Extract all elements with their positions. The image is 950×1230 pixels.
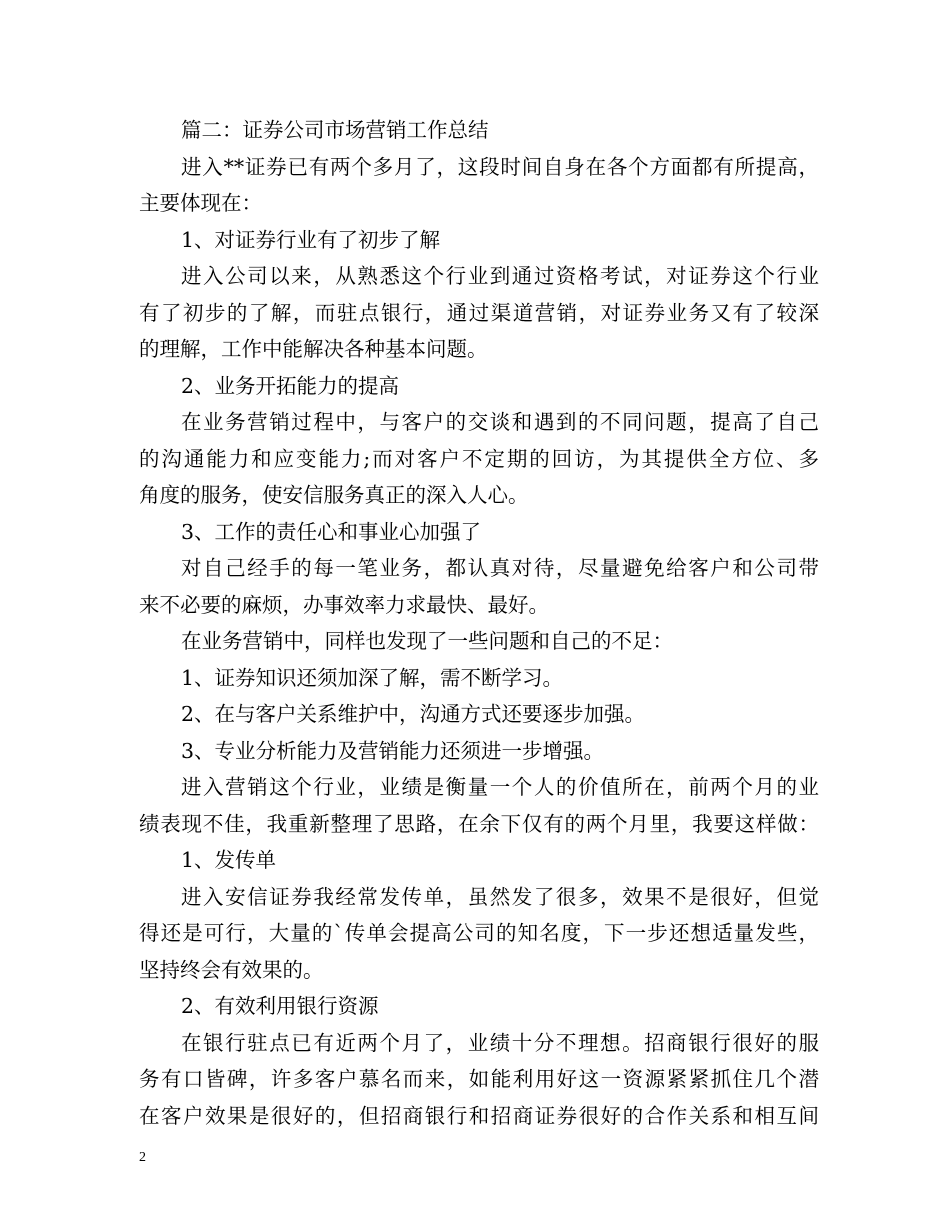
page-number: 2: [139, 1150, 146, 1165]
text-line: 在业务营销过程中，与客户的交谈和遇到的不同问题，提高了自己: [181, 410, 819, 434]
text-line: 进入公司以来，从熟悉这个行业到通过资格考试，对证券这个行业: [181, 264, 819, 288]
text-line: 在银行驻点已有近两个月了，业绩十分不理想。招商银行很好的服: [181, 1030, 819, 1055]
subheading: 2、业务开拓能力的提高: [181, 373, 400, 398]
text-line: 在客户效果是很好的，但招商银行和招商证券很好的合作关系和相互间: [139, 1103, 819, 1128]
text-line: 角度的服务，使安信服务真正的深入人心。: [139, 483, 529, 507]
list-item: 2、在与客户关系维护中，沟通方式还要逐步加强。: [181, 702, 646, 726]
text-line: 的理解，工作中能解决各种基本问题。: [139, 337, 488, 361]
subheading: 2、有效利用银行资源: [181, 994, 379, 1018]
text-line: 进入安信证券我经常发传单，虽然发了很多，效果不是很好，但觉: [181, 884, 819, 909]
text-line: 对自己经手的每一笔业务，都认真对待，尽量避免给客户和公司带: [181, 556, 819, 580]
text-line: 来不必要的麻烦，办事效率力求最快、最好。: [139, 592, 549, 617]
subheading: 1、发传单: [181, 848, 277, 872]
list-item: 3、专业分析能力及营销能力还须进一步增强。: [181, 738, 605, 763]
text-line: 得还是可行，大量的`传单会提高公司的知名度，下一步还想适量发些，: [139, 921, 819, 945]
text-line: 务有口皆碑，许多客户慕名而来，如能利用好这一资源紧紧抓住几个潜: [139, 1067, 819, 1091]
text-line: 坚持终会有效果的。: [139, 957, 324, 982]
text-line: 主要体现在：: [139, 191, 262, 215]
subheading: 3、工作的责任心和事业心加强了: [181, 519, 482, 544]
section-title: 篇二：证券公司市场营销工作总结: [181, 118, 489, 142]
text-line: 的沟通能力和应变能力;而对客户不定期的回访，为其提供全方位、多: [139, 446, 819, 471]
text-line: 绩表现不佳，我重新整理了思路，在余下仅有的两个月里，我要这样做：: [139, 811, 819, 836]
text-line: 在业务营销中，同样也发现了一些问题和自己的不足：: [181, 629, 673, 653]
subheading: 1、对证券行业有了初步了解: [181, 227, 441, 252]
document-body: [139, 112, 819, 1134]
text-line: 进入营销这个行业，业绩是衡量一个人的价值所在，前两个月的业: [181, 775, 819, 799]
text-line: 进入**证券已有两个多月了，这段时间自身在各个方面都有所提高，: [181, 154, 819, 179]
text-line: 有了初步的了解，而驻点银行，通过渠道营销，对证券业务又有了较深: [139, 300, 819, 325]
list-item: 1、证券知识还须加深了解，需不断学习。: [181, 665, 564, 690]
